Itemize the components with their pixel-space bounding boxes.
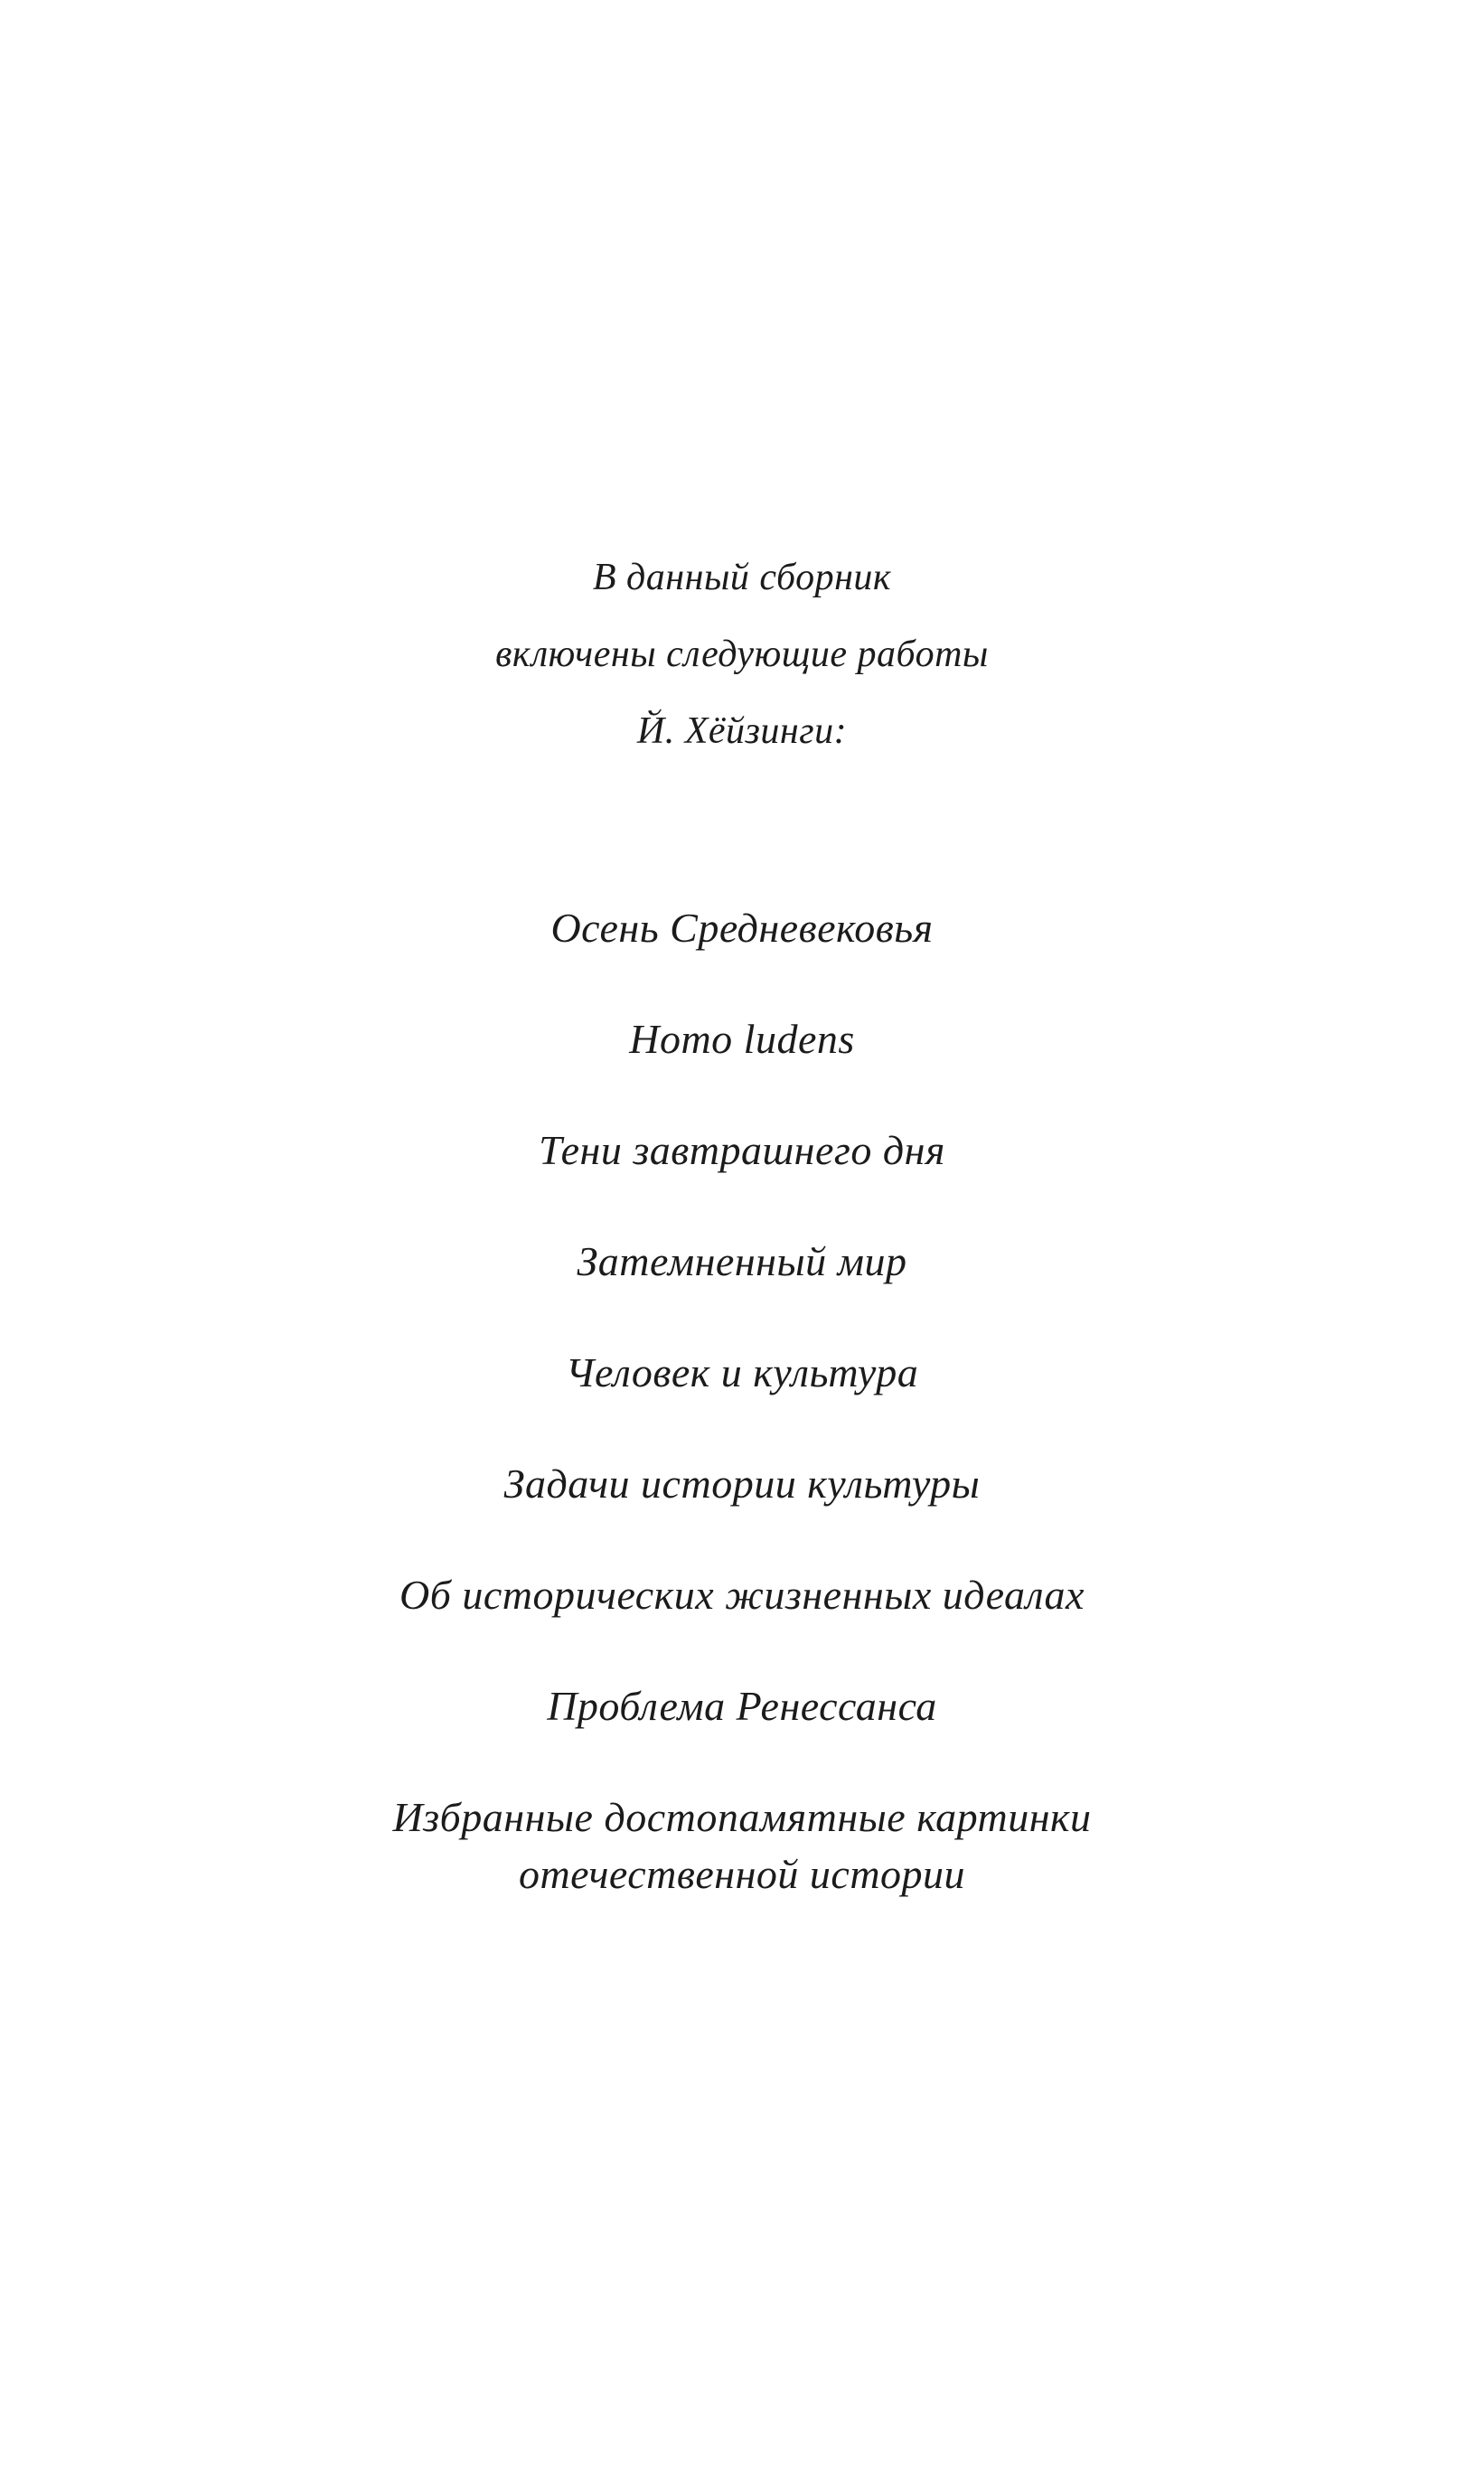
work-title: Проблема Ренессанса bbox=[547, 1683, 937, 1729]
work-title: Homo ludens bbox=[629, 1016, 855, 1062]
work-title: Задачи истории культуры bbox=[503, 1461, 981, 1507]
work-title: Тени завтрашнего дня bbox=[539, 1127, 945, 1173]
intro-line: В данный сборник bbox=[592, 557, 892, 598]
works-list bbox=[263, 899, 1221, 1902]
intro-line: Й. Хёйзинги: bbox=[636, 710, 848, 752]
intro-text bbox=[0, 540, 1484, 770]
intro-line: включены следующие работы bbox=[495, 634, 989, 675]
work-title: Избранные достопамятные картинки отечественной истории bbox=[392, 1794, 1092, 1897]
work-title: Осень Средневековья bbox=[550, 905, 934, 951]
work-title: Человек и культура bbox=[565, 1349, 919, 1395]
work-title: Об исторических жизненных идеалах bbox=[399, 1572, 1085, 1618]
work-title: Затемненный мир bbox=[577, 1238, 907, 1284]
